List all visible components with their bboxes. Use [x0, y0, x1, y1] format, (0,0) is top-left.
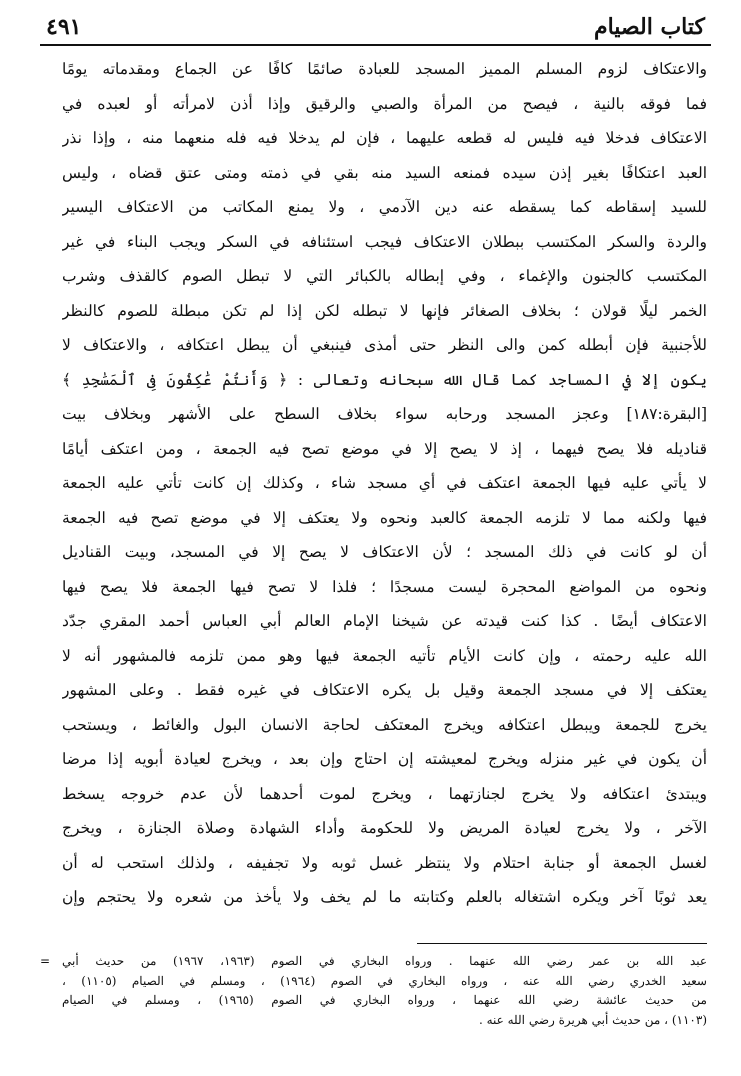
text-line: ويبتدئ اعتكافه ولا يخرج لجنازتهما ، ويخرج لموت أحدهما لأن عدم خروجه يسخط	[62, 784, 707, 803]
text-line: قناديله فلا يصح فيهما ، إذ لا يصح إلا في موضع تصح فيه الجمعة ، ومن اعتكف أيامًا	[62, 439, 707, 458]
text-line: أن لو كانت في ذلك المسجد ؛ لأن الاعتكاف لا يصح إلا في المسجد، وبيت القناديل	[62, 543, 707, 561]
text-line: والاعتكاف لزوم المسلم المميز المسجد للعبادة صائمًا كافًا عن الجماع ومقدماته يومًا	[62, 60, 707, 78]
footnote-continuation-marker: =	[40, 954, 51, 968]
running-head-title: كتاب الصيام	[593, 14, 705, 40]
text-line-quran-quote: يكون إلا في المساجد كما قال الله سبحانه وتعالى : ﴿ وَأَنتُمْ عَٰكِفُونَ فِى ٱلْمَسَٰجِدِ ﴾	[62, 370, 707, 389]
text-line: أن يكون في غير منزله ويخرج لمعيشته إن احتاج وإن بعد ، ويخرج لعيادة أبويه إذا مرضا	[62, 750, 707, 768]
footnote-line: من حديث عائشة رضي الله عنهما ، ورواه البخاري في الصوم (١٩٦٥) ، ومسلم في الصيام	[62, 993, 707, 1007]
footnote-line: عبد الله بن عمر رضي الله عنهما . ورواه البخاري في الصوم (١٩٦٣، ١٩٦٧) من حديث أبي	[62, 954, 707, 968]
text-line: الخمر ليلًا قولان ؛ بخلاف الصغائر فإنها لا تبطله لكن إذا لم تكن مبطلة للصوم كالنظر	[62, 301, 707, 320]
text-line: الاعتكاف أيضًا . كذا كنت قيدته عن شيخنا الإمام العالم أبي العباس أحمد المقري جدّد	[62, 612, 707, 630]
main-text	[62, 52, 707, 915]
text-line: للأجنبية فإن أبطله كمن والى النظر حتى أمذى فينبغي أن يبطل اعتكافه ، والاعتكاف لا	[62, 336, 707, 354]
page-header	[46, 8, 705, 42]
text-line: المكتسب كالجنون والإغماء ، وفي إبطاله بالكبائر التي لا تبطل الصوم كالقذف وشرب	[62, 267, 707, 285]
text-line: ونحوه من المواضع المحجرة ليست مسجدًا ؛ فلذا لا تصح فيها الجمعة فلا يصح فيها	[62, 577, 707, 596]
footnote-line: سعيد الخدري رضي الله عنه ، ورواه البخاري في الصوم (١٩٦٤) ، ومسلم في الصيام (١١٠٥) ،	[62, 973, 707, 988]
text-line: لا يأتي عليه فيها الجمعة اعتكف في أي مسجد شاء ، وكذلك إن كانت تأتي عليه الجمعة	[62, 474, 707, 492]
text-line: فما فوقه بالنية ، فيصح من المرأة والصبي والرقيق وإذا أذن لامرأته أو لعبده في	[62, 94, 707, 113]
footnotes	[62, 952, 707, 1030]
text-line: للسيد إسقاطه كما يسقطه عنه دين الآدمي ، ولا يمنع المكاتب من الاعتكاف اليسير	[62, 198, 707, 216]
text-line: العبد اعتكافًا بغير إذن سيده فمنعه السيد منه بقي في ذمته ومتى عتق قضاه ، وليس	[62, 163, 707, 182]
text-line: يخرج للجمعة ويبطل اعتكافه ويخرج المعتكف لحاجة الانسان البول والغائط ، ويستحب	[62, 715, 707, 734]
header-divider	[40, 44, 711, 46]
text-line: الله عليه رحمته ، وإن كانت الأيام تأتيه الجمعة فيها وهو ممن تلزمه فالمشهور أنه لا	[62, 646, 707, 665]
footnote-line: (١١٠٣) ، من حديث أبي هريرة رضي الله عنه .	[478, 1012, 707, 1027]
text-line: الاعتكاف فدخلا فيه فليس له قطعه عليهما ، فإن لم يدخلا فيه فله منعهما منه ، وإذا نذر	[62, 129, 707, 147]
text-line: والردة والسكر المكتسب ببطلان الاعتكاف فيجب استئنافه في السكر ويجب البناء في غير	[62, 232, 707, 251]
text-line: يعد ثوبًا آخر ويكره اشتغاله بالعلم وكتابته ما لم يخف ولا يأخذ من شعره ولا يحتجم وإن	[62, 888, 707, 906]
footnote-divider	[417, 943, 707, 944]
page-number: ٤٩١	[46, 14, 82, 40]
text-line: يعتكف إلا في مسجد الجمعة وقيل بل يكره الاعتكاف في غيره فقط . وعلى المشهور	[62, 681, 707, 699]
text-line: لغسل الجمعة أو جنابة احتلام ولا ينتظر غسل ثوبه ولا تجفيفه ، ولذلك استحب له أن	[62, 853, 707, 872]
text-line: [البقرة:١٨٧] وعجز المسجد ورحابه سواء بخلاف السطح على الأشهر وبخلاف بيت	[62, 405, 707, 423]
text-line: الآخر ، ولا يخرج لعيادة المريض ولا للحكومة وأداء الشهادة وصلاة الجنازة ، ويخرج	[62, 819, 707, 837]
text-line: فيها ولكنه مما لا تلزمه الجمعة كالعبد ونحوه ولا يعتكف إلا في موضع تصح فيه الجمعة	[62, 508, 707, 527]
